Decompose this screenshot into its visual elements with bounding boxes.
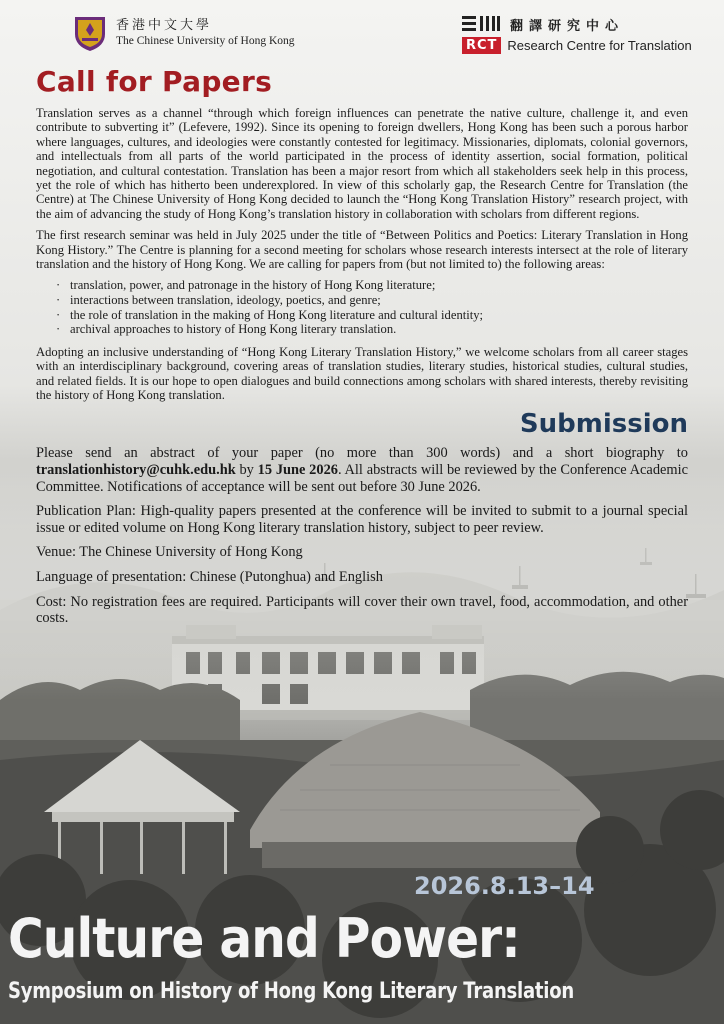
rct-logo — [462, 14, 692, 54]
submission-text-pre: Please send an abstract of your paper (no more than 300 words) and a short biography to — [36, 445, 688, 462]
submission-text-post: . All abstracts will be reviewed by the Conference Academic Committee. Notifications of acceptance will be sent out before 30 June 2026. — [36, 462, 688, 495]
venue: Venue: The Chinese University of Hong Kong — [36, 544, 303, 561]
submission-heading: Submission — [519, 409, 688, 440]
rct-badge: RCT — [462, 37, 501, 54]
topic-item: · interactions between translation, ideology, poetics, and genre; — [56, 293, 688, 308]
cfp-paragraph-1: Translation serves as a channel “through which foreign influences can penetrate the native culture, challenge it, and even contribute to subverting it” (Lefevere, 1992). Since its opening to foreign dwellers, Hong Kong has been such a porous harbor where languages, cultures, and ideologies were constantly contested for legitimacy. Missionaries, diplomats, colonial governors, and intellectuals from all parts of the world participated in the process of identity assertion, social formation, political negotiation, and cultural contestation. Translation has been a major resort from which all stakeholders seek help in this process, yet the role of which has hitherto been underexplored. In view of this scholarly gap, the Research Centre for Translation (the Centre) at The Chinese University of Hong Kong decided to launch the “Hong Kong Translation History” research project, with the aim of advancing the study of Hong Kong’s translation history in collaboration with scholars from different regions. — [36, 106, 688, 221]
submission-instructions — [36, 445, 688, 495]
event-date: 2026.8.13–14 — [414, 872, 595, 900]
call-for-papers-heading: Call for Papers — [36, 65, 273, 98]
publication-plan: Publication Plan: High-quality papers presented at the conference will be invited to submit to a journal special issue or edited volume on Hong Kong literary translation history, subject to peer review. — [36, 503, 688, 536]
topic-list — [56, 278, 688, 336]
rct-english-name: Research Centre for Translation — [507, 38, 692, 53]
cuhk-english-name: The Chinese University of Hong Kong — [116, 35, 295, 47]
event-title: Culture and Power: — [8, 907, 520, 970]
topic-item: · archival approaches to history of Hong Kong literary translation. — [56, 322, 688, 337]
submission-text-mid: by — [235, 462, 258, 479]
rct-chinese-name: 翻譯研究中心 — [510, 18, 625, 34]
rct-bars-icon — [462, 15, 500, 33]
submission-deadline: 15 June 2026 — [257, 462, 338, 479]
cost: Cost: No registration fees are required. Participants will cover their own travel, food, accommodation, and other costs. — [36, 593, 688, 627]
submission-email[interactable]: translationhistory@cuhk.edu.hk — [36, 462, 236, 479]
topic-item: · translation, power, and patronage in the history of Hong Kong literature; — [56, 278, 688, 293]
topic-item: · the role of translation in the making of Hong Kong literature and cultural identity; — [56, 308, 688, 323]
cfp-paragraph-2: The first research seminar was held in July 2025 under the title of “Between Politics and Poetics: Literary Translation in Hong Kong History.” The Centre is planning for a second meeting for scholars whose research interests intersect at the role of literary translation and the history of Hong Kong. We are calling for papers from (but not limited to) the following areas: — [36, 228, 688, 272]
main-content — [36, 66, 688, 635]
cfp-paragraph-3: Adopting an inclusive understanding of “Hong Kong Literary Translation History,” we welcome scholars from all career stages with an interdisciplinary background, covering areas of translation studies, literary studies, historical studies, cultural studies, and related fields. It is our hope to open dialogues and build connections among scholars with shared interests, thereby revisiting the history of Hong Kong translation. — [36, 344, 688, 403]
cuhk-chinese-name: 香港中文大學 — [116, 18, 213, 33]
language-of-presentation: Language of presentation: Chinese (Putonghua) and English — [36, 569, 383, 586]
event-subtitle: Symposium on History of Hong Kong Literary Translation — [8, 979, 574, 1004]
cuhk-logo — [72, 14, 295, 52]
cuhk-crest-icon — [72, 14, 108, 52]
